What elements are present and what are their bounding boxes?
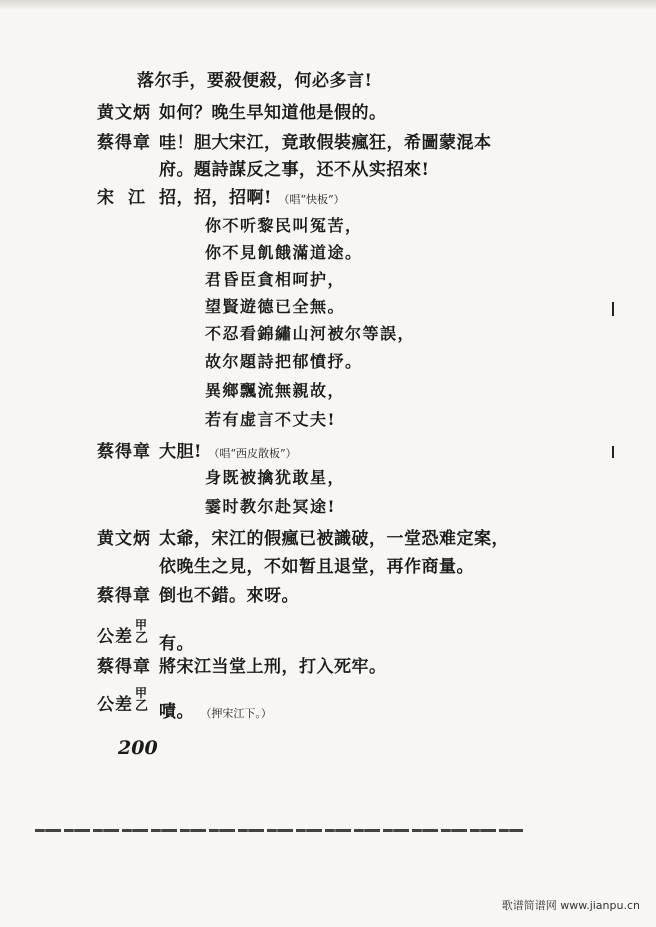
script-line-cai-4 — [97, 655, 387, 679]
dialogue-text: 落尔手，要殺便殺，何必多言! — [137, 71, 373, 91]
speaker-name: 蔡得章 — [97, 586, 151, 606]
speaker-name: 宋江 — [97, 188, 159, 208]
lyric-line: 你不听黎民叫冤苦， — [205, 216, 363, 235]
stage-direction: （唱“快板”） — [278, 193, 345, 206]
script-line-huang-2 — [97, 527, 509, 551]
speaker-name: 蔡得章 — [97, 133, 151, 153]
script-line-1 — [137, 69, 372, 93]
speaker-name: 黄文炳 — [97, 103, 151, 123]
dialogue-text: 哇！胆大宋江，竟敢假裝瘋狂，希圖蒙混本 — [159, 133, 492, 153]
lyric-line: 身既被擒犹敢星， — [205, 468, 346, 487]
dialogue-text: 大胆! — [159, 442, 202, 462]
dialogue-text: 嘖。 — [159, 702, 194, 722]
script-line-3 — [97, 131, 492, 155]
script-line-huang-2-cont — [159, 555, 474, 579]
script-line-gongcha-2 — [97, 687, 272, 720]
dialogue-text: 招，招，招啊! — [159, 188, 272, 208]
lyric-line: 故尔題詩把郁憤抒。 — [205, 352, 363, 371]
stage-direction: （押宋江下。） — [200, 707, 272, 720]
speaker-name: 蔡得章 — [97, 657, 151, 677]
dialogue-text: 依晚生之見，不如暂且退堂，再作商量。 — [159, 557, 474, 577]
dialogue-text: 府。題詩謀反之事，还不从实招來! — [159, 160, 430, 180]
lyric-line: 不忍看錦繡山河被尔等誤， — [205, 324, 416, 343]
lyric-line: 你不見飢餓滿道途。 — [205, 243, 363, 262]
lyric-line: 霎时教尔赴冥途! — [205, 497, 337, 516]
script-line-cai-3 — [97, 584, 299, 608]
dialogue-text: 如何？晚生早知道他是假的。 — [159, 103, 387, 123]
speaker-name: 黄文炳 — [97, 529, 151, 549]
bottom-rule — [35, 829, 523, 832]
site-watermark: 歌谱简谱网 www.jianpu.cn — [501, 899, 640, 912]
script-line-cai-2 — [97, 440, 297, 466]
script-line-2 — [97, 101, 387, 125]
lyric-line: 異鄉飄流無親故， — [205, 381, 346, 400]
page-number: 200 — [118, 737, 158, 759]
lyric-line: 君昏臣貪相呵护， — [205, 270, 346, 289]
speaker-name: 公差 甲 乙 — [97, 686, 149, 715]
dialogue-text: 倒也不錯。來呀。 — [159, 586, 299, 606]
dialogue-text: 將宋江当堂上刑，打入死牢。 — [159, 657, 387, 677]
speaker-name: 公差 甲 乙 — [97, 618, 149, 647]
script-line-5 — [97, 186, 345, 212]
script-line-4 — [159, 158, 429, 182]
script-line-gongcha-1 — [97, 618, 194, 654]
stage-direction: （唱“西皮散板”） — [208, 447, 297, 460]
scan-mark — [612, 302, 614, 316]
lyric-line: 若有虚言不丈夫! — [205, 410, 337, 429]
lyric-line: 望賢遊德已全無。 — [205, 297, 346, 316]
dialogue-text: 太爺，宋江的假瘋已被識破，一堂恐难定案， — [159, 529, 509, 549]
scan-mark — [612, 446, 614, 458]
speaker-name: 蔡得章 — [97, 442, 151, 462]
dialogue-text: 有。 — [159, 634, 194, 654]
